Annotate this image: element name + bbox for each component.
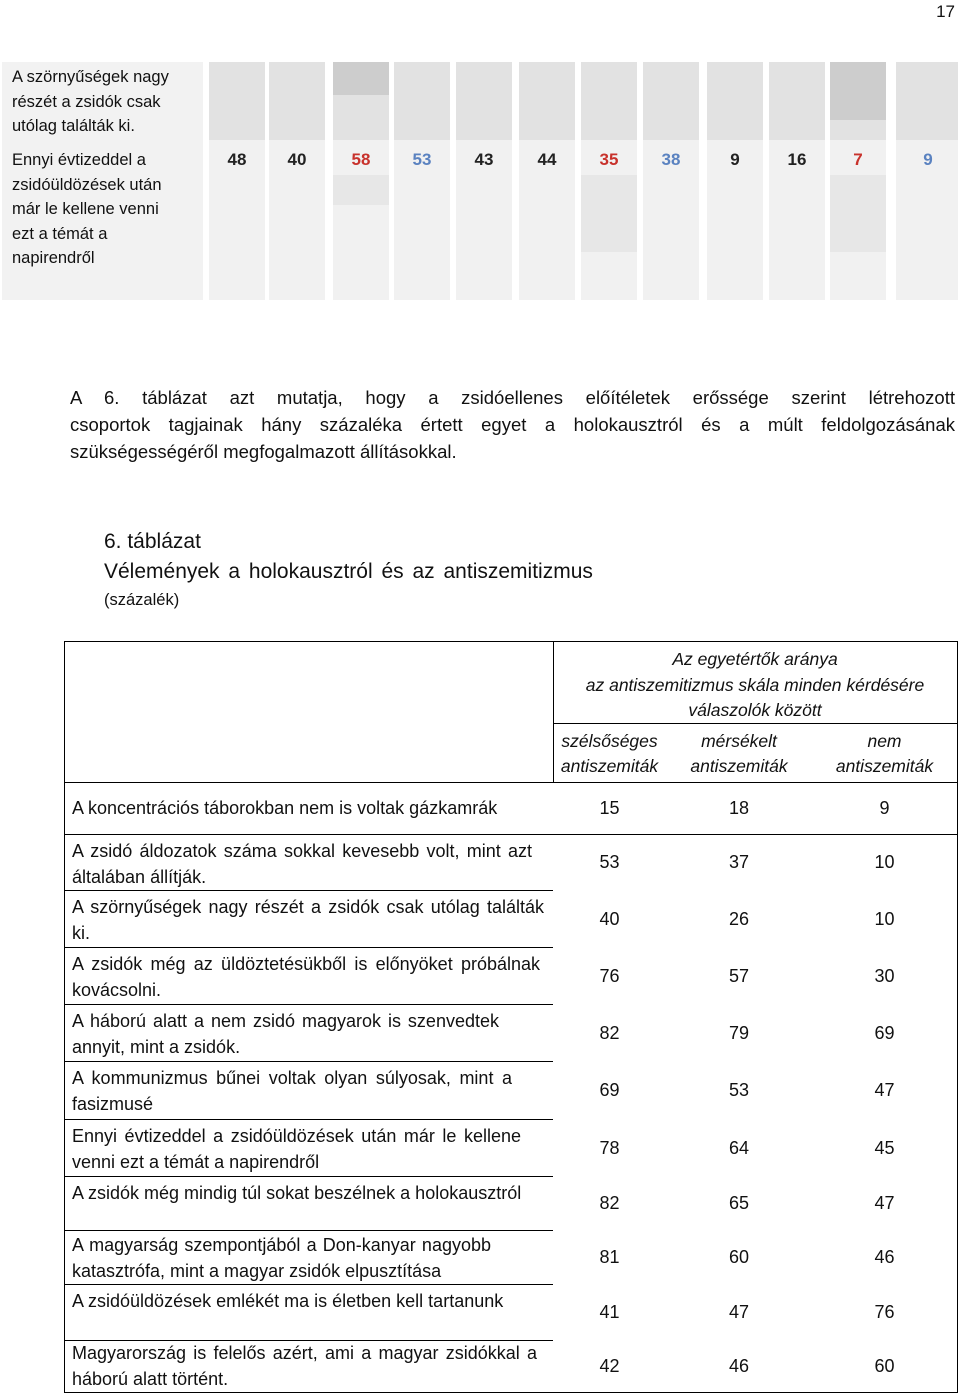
value-extreme: 40 [599, 908, 620, 929]
group-header-line: Az egyetértők aránya [672, 649, 838, 669]
value-non: 76 [874, 1302, 895, 1322]
statement-line: A koncentrációs táborokban nem is voltak gázkamrák [72, 798, 498, 818]
table-row [65, 782, 957, 834]
statement-line: venni ezt a témát a napirendről [72, 1152, 320, 1172]
row-statement [72, 894, 544, 946]
row-statement [72, 1008, 499, 1060]
value-non: 47 [874, 1193, 895, 1213]
column-header-line: antiszemiták [560, 756, 659, 776]
statement-line: ezt a témát a [12, 224, 108, 243]
column-header-line: mérsékelt [701, 731, 777, 751]
prev-value: 9 [730, 150, 740, 169]
statement-line: A zsidó áldozatok száma sokkal kevesebb volt, mint azt [72, 841, 532, 861]
page-number: 17 [936, 2, 955, 21]
shade-column [333, 62, 389, 300]
row-statement [72, 1065, 512, 1117]
value-non: 9 [879, 798, 890, 818]
group-header-line: válaszolók között [688, 700, 822, 720]
statement-2 [12, 148, 162, 271]
value-non: 30 [874, 965, 895, 986]
value-non: 45 [874, 1137, 895, 1158]
table-row [65, 1004, 957, 1061]
statement-line: katasztrófa, mint a magyar zsidók elpusztítása [72, 1261, 442, 1281]
statement-line: zsidóüldözések után [12, 175, 162, 194]
shade-column [581, 62, 637, 300]
statement-line: A zsidóüldözések emlékét ma is életben kell tartanunk [72, 1291, 504, 1311]
group-header-line: az antiszemitizmus skála minden kérdésére [585, 674, 925, 695]
shade-column [456, 62, 512, 300]
statement-line: részét a zsidók csak [12, 92, 161, 111]
statement-line: A háború alatt a nem zsidó magyarok is szenvedtek [72, 1011, 499, 1031]
value-non: 46 [874, 1247, 895, 1267]
column-header-line: antiszemiták [690, 756, 788, 776]
value-extreme: 81 [599, 1247, 620, 1267]
statement-line: háború alatt történt. [72, 1369, 229, 1389]
table-row [65, 1176, 957, 1230]
value-extreme: 41 [599, 1302, 620, 1322]
shade-column [769, 62, 825, 300]
statement-line: A magyarság szempontjából a Don-kanyar nagyobb [72, 1235, 491, 1255]
statement-line: általában állítják. [72, 867, 207, 887]
statement-line: A kommunizmus bűnei voltak olyan súlyosak, mint a [72, 1068, 512, 1088]
column-header-extreme [553, 729, 666, 779]
statement-line: Ennyi évtizeddel a zsidóüldözések után már le kellene [72, 1126, 521, 1146]
prev-value: 40 [287, 150, 307, 169]
column-header-non [812, 729, 957, 779]
row-statement [72, 838, 532, 890]
value-moderate: 46 [728, 1356, 750, 1376]
value-extreme: 76 [599, 965, 620, 986]
value-moderate: 26 [728, 908, 750, 929]
value-non: 10 [874, 852, 895, 872]
paragraph-line: szükségességéről megfogalmazott állításokkal. [70, 441, 457, 462]
value-moderate: 64 [728, 1137, 750, 1158]
shade-column [643, 62, 699, 300]
prev-value: 43 [474, 150, 494, 169]
row-statement [72, 1123, 521, 1175]
previous-table-fragment [0, 62, 960, 300]
row-statement [72, 1232, 491, 1284]
statement-line: Magyarország is felelős azért, ami a magyar zsidókkal a [72, 1343, 537, 1363]
shade-column [394, 62, 450, 300]
prev-value: 9 [923, 150, 933, 169]
value-moderate: 79 [728, 1022, 750, 1043]
prev-value: 53 [412, 150, 432, 169]
statement-line: ki. [72, 923, 90, 943]
paragraph-line: csoportok tagjainak hány százaléka értett egyet a holokausztról és a múlt feldolgozásának [70, 414, 955, 435]
value-non: 47 [874, 1080, 895, 1100]
value-moderate: 18 [728, 798, 750, 818]
shade-column [269, 62, 325, 300]
prev-value: 16 [787, 150, 807, 169]
statement-line: kovácsolni. [72, 980, 162, 1000]
table-row [65, 947, 957, 1004]
value-moderate: 53 [728, 1080, 750, 1100]
shade-column [707, 62, 763, 300]
shade-column [896, 62, 958, 300]
statement-line: fasizmusé [72, 1094, 154, 1114]
column-header-line: nem [867, 731, 902, 751]
prev-value: 48 [227, 150, 247, 169]
value-moderate: 60 [728, 1247, 750, 1267]
statement-line: napirendről [12, 249, 95, 267]
value-non: 10 [874, 908, 895, 929]
value-extreme: 42 [599, 1356, 620, 1376]
column-header-line: szélsőséges [561, 731, 658, 751]
statement-line: A zsidók még az üldöztetésükből is előnyöket próbálnak [72, 954, 540, 974]
shade-column [209, 62, 265, 300]
table-title: Vélemények a holokausztról és az antiszemitizmus [104, 560, 593, 583]
statement-line: A szörnyűségek nagy [12, 68, 169, 86]
statement-line: utólag találták ki. [12, 117, 135, 135]
column-header-moderate [666, 729, 812, 779]
table-row [65, 890, 957, 947]
value-non: 60 [874, 1356, 895, 1376]
paragraph-line: A 6. táblázat azt mutatja, hogy a zsidóellenes előítéletek erőssége szerint létrehozott [70, 387, 955, 408]
value-extreme: 82 [599, 1022, 620, 1043]
table-row [65, 1061, 957, 1119]
group-header [553, 647, 957, 724]
row-statement [72, 1180, 521, 1206]
statement-line: Ennyi évtizeddel a [12, 151, 146, 169]
intro-paragraph [70, 384, 955, 465]
value-extreme: 69 [599, 1080, 620, 1100]
value-non: 69 [874, 1022, 895, 1043]
prev-value: 44 [537, 150, 557, 169]
statement-line: már le kellene venni [12, 200, 159, 218]
prev-value: 58 [351, 150, 371, 169]
table-unit: (százalék) [104, 591, 180, 609]
table-row [65, 1230, 957, 1284]
table-row [65, 834, 957, 890]
value-extreme: 15 [599, 798, 620, 818]
statement-line: A szörnyűségek nagy részét a zsidók csak utólag találták [72, 897, 544, 917]
prev-value: 38 [661, 150, 681, 169]
prev-value: 7 [853, 150, 863, 169]
table-caption: 6. táblázat [104, 530, 201, 553]
column-header-line: antiszemiták [835, 756, 934, 776]
value-moderate: 57 [728, 965, 750, 986]
table-row [65, 1340, 957, 1392]
statement-line: A zsidók még mindig túl sokat beszélnek a holokausztról [72, 1183, 522, 1203]
value-extreme: 82 [599, 1193, 620, 1213]
row-statement [72, 1340, 537, 1392]
row-statement [72, 795, 497, 821]
statement-column [2, 62, 203, 300]
shade-column [519, 62, 575, 300]
statement-1 [12, 65, 169, 139]
statement-line: annyit, mint a zsidók. [72, 1037, 241, 1057]
row-statement [72, 951, 540, 1003]
table-row [65, 1284, 957, 1340]
shade-column [830, 62, 886, 300]
value-moderate: 65 [728, 1193, 750, 1213]
prev-value: 35 [599, 150, 619, 169]
value-extreme: 53 [599, 852, 620, 872]
opinions-table [64, 641, 958, 1393]
value-extreme: 78 [599, 1137, 620, 1158]
value-moderate: 37 [728, 852, 750, 872]
value-moderate: 47 [728, 1302, 750, 1322]
table-row [65, 1119, 957, 1176]
row-statement [72, 1288, 503, 1314]
